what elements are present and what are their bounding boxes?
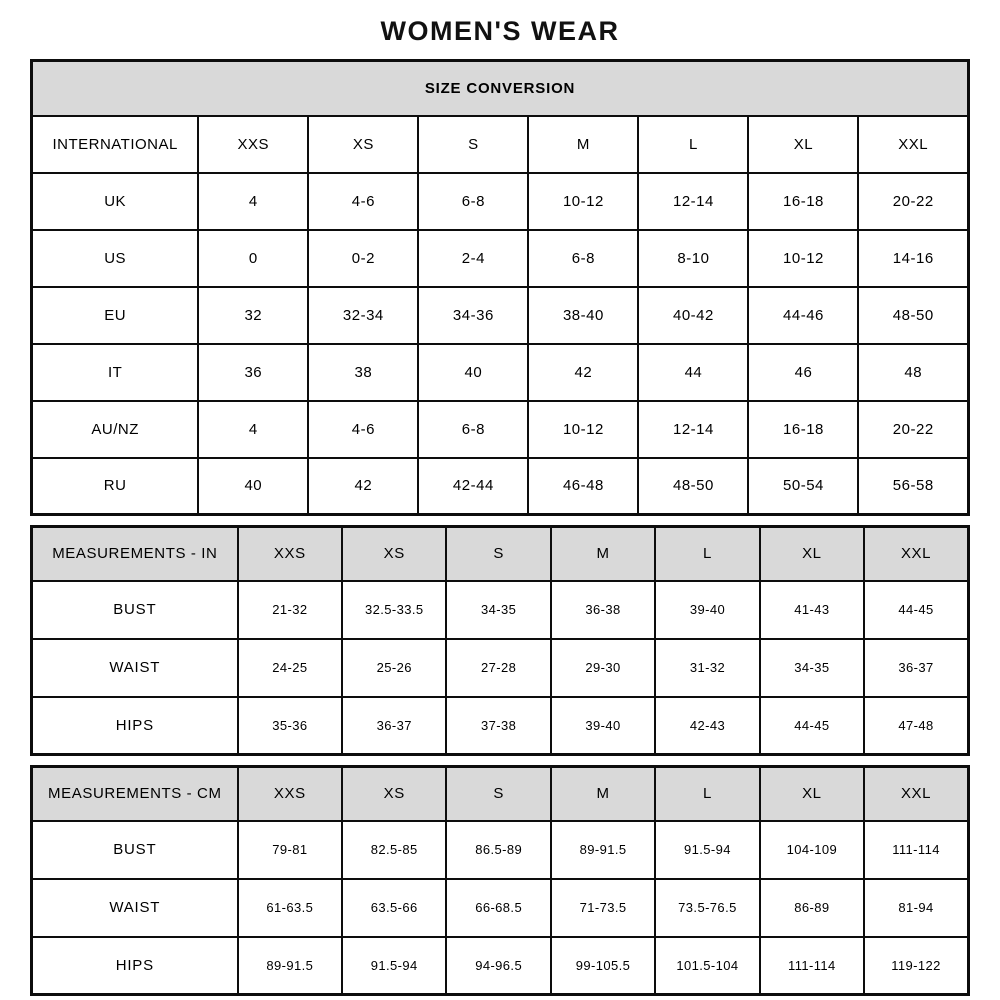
column-header-xs: XS — [342, 767, 446, 821]
size-cell-it-s: 40 — [418, 344, 528, 401]
column-header-s: S — [418, 116, 528, 173]
size-cell-us-xl: 10-12 — [748, 230, 858, 287]
column-header-l: L — [655, 767, 759, 821]
size-cell-ru-xxs: 40 — [198, 458, 308, 515]
page-title: WOMEN'S WEAR — [380, 16, 620, 46]
size-cell-hips-xl: 44-45 — [760, 697, 864, 755]
size-cell-waist-s: 66-68.5 — [446, 879, 550, 937]
size-cell-au-nz-m: 10-12 — [528, 401, 638, 458]
size-cell-hips-xxl: 47-48 — [864, 697, 968, 755]
size-cell-waist-s: 27-28 — [446, 639, 550, 697]
row-label-au-nz: AU/NZ — [32, 401, 199, 458]
row-label-hips: HIPS — [32, 697, 238, 755]
header-row — [32, 116, 969, 173]
size-cell-bust-m: 89-91.5 — [551, 821, 655, 879]
column-header-xl: XL — [748, 116, 858, 173]
column-header-xxl: XXL — [858, 116, 968, 173]
size-cell-hips-s: 94-96.5 — [446, 937, 550, 995]
size-cell-waist-l: 31-32 — [655, 639, 759, 697]
size-cell-us-xxs: 0 — [198, 230, 308, 287]
size-cell-eu-xs: 32-34 — [308, 287, 418, 344]
size-cell-ru-l: 48-50 — [638, 458, 748, 515]
row-label-eu: EU — [32, 287, 199, 344]
row-label-bust: BUST — [32, 821, 238, 879]
size-cell-ru-xxl: 56-58 — [858, 458, 968, 515]
size-cell-waist-l: 73.5-76.5 — [655, 879, 759, 937]
size-cell-eu-m: 38-40 — [528, 287, 638, 344]
size-cell-hips-l: 42-43 — [655, 697, 759, 755]
size-cell-waist-m: 29-30 — [551, 639, 655, 697]
column-header-xxs: XXS — [198, 116, 308, 173]
row-label-waist: WAIST — [32, 639, 238, 697]
size-cell-bust-xl: 41-43 — [760, 581, 864, 639]
measurements-in-table — [30, 525, 970, 756]
row-label-waist: WAIST — [32, 879, 238, 937]
size-cell-bust-xs: 32.5-33.5 — [342, 581, 446, 639]
size-cell-eu-xxl: 48-50 — [858, 287, 968, 344]
row-label-ru: RU — [32, 458, 199, 515]
size-cell-uk-xxl: 20-22 — [858, 173, 968, 230]
header-row — [32, 767, 969, 821]
size-cell-bust-xxs: 79-81 — [238, 821, 342, 879]
column-header-xs: XS — [342, 527, 446, 581]
table-row-it — [32, 344, 969, 401]
size-cell-bust-xxs: 21-32 — [238, 581, 342, 639]
size-cell-waist-xxs: 24-25 — [238, 639, 342, 697]
column-header-m: M — [551, 767, 655, 821]
table-row-hips — [32, 697, 969, 755]
size-cell-hips-m: 39-40 — [551, 697, 655, 755]
size-cell-it-xs: 38 — [308, 344, 418, 401]
size-cell-eu-s: 34-36 — [418, 287, 528, 344]
size-cell-bust-l: 39-40 — [655, 581, 759, 639]
size-cell-uk-xs: 4-6 — [308, 173, 418, 230]
table-row-uk — [32, 173, 969, 230]
column-header-measurements-in: MEASUREMENTS - IN — [32, 527, 238, 581]
column-header-xs: XS — [308, 116, 418, 173]
size-cell-waist-xl: 86-89 — [760, 879, 864, 937]
size-cell-bust-s: 86.5-89 — [446, 821, 550, 879]
size-cell-uk-xl: 16-18 — [748, 173, 858, 230]
column-header-s: S — [446, 767, 550, 821]
size-cell-us-xs: 0-2 — [308, 230, 418, 287]
column-header-l: L — [655, 527, 759, 581]
size-cell-us-l: 8-10 — [638, 230, 748, 287]
table-row-bust — [32, 581, 969, 639]
size-cell-us-s: 2-4 — [418, 230, 528, 287]
size-cell-uk-l: 12-14 — [638, 173, 748, 230]
column-header-xl: XL — [760, 767, 864, 821]
row-label-us: US — [32, 230, 199, 287]
size-conversion-table — [30, 59, 970, 516]
size-cell-bust-xxl: 44-45 — [864, 581, 968, 639]
size-cell-bust-xl: 104-109 — [760, 821, 864, 879]
size-cell-it-xxl: 48 — [858, 344, 968, 401]
size-cell-hips-l: 101.5-104 — [655, 937, 759, 995]
column-header-international: INTERNATIONAL — [32, 116, 199, 173]
size-cell-hips-m: 99-105.5 — [551, 937, 655, 995]
table-row-eu — [32, 287, 969, 344]
column-header-xxl: XXL — [864, 767, 968, 821]
size-cell-hips-xxs: 35-36 — [238, 697, 342, 755]
size-cell-us-m: 6-8 — [528, 230, 638, 287]
size-cell-au-nz-xl: 16-18 — [748, 401, 858, 458]
column-header-xxs: XXS — [238, 767, 342, 821]
size-cell-ru-s: 42-44 — [418, 458, 528, 515]
table-title-size-conversion: SIZE CONVERSION — [32, 61, 969, 116]
column-header-xl: XL — [760, 527, 864, 581]
size-cell-waist-xl: 34-35 — [760, 639, 864, 697]
table-row-hips — [32, 937, 969, 995]
size-cell-bust-l: 91.5-94 — [655, 821, 759, 879]
size-cell-it-xxs: 36 — [198, 344, 308, 401]
table-row-waist — [32, 879, 969, 937]
size-cell-it-xl: 46 — [748, 344, 858, 401]
size-cell-bust-xxl: 111-114 — [864, 821, 968, 879]
size-cell-us-xxl: 14-16 — [858, 230, 968, 287]
table-row-us — [32, 230, 969, 287]
size-cell-hips-xs: 36-37 — [342, 697, 446, 755]
size-cell-au-nz-xs: 4-6 — [308, 401, 418, 458]
column-header-xxs: XXS — [238, 527, 342, 581]
table-row-au-nz — [32, 401, 969, 458]
size-cell-hips-s: 37-38 — [446, 697, 550, 755]
size-cell-eu-xl: 44-46 — [748, 287, 858, 344]
column-header-s: S — [446, 527, 550, 581]
size-cell-uk-s: 6-8 — [418, 173, 528, 230]
size-cell-waist-xs: 25-26 — [342, 639, 446, 697]
size-cell-uk-m: 10-12 — [528, 173, 638, 230]
size-cell-au-nz-l: 12-14 — [638, 401, 748, 458]
size-cell-hips-xl: 111-114 — [760, 937, 864, 995]
size-cell-au-nz-xxl: 20-22 — [858, 401, 968, 458]
size-cell-hips-xxs: 89-91.5 — [238, 937, 342, 995]
size-cell-bust-s: 34-35 — [446, 581, 550, 639]
size-cell-it-m: 42 — [528, 344, 638, 401]
size-cell-hips-xs: 91.5-94 — [342, 937, 446, 995]
size-cell-waist-xs: 63.5-66 — [342, 879, 446, 937]
column-header-m: M — [528, 116, 638, 173]
size-cell-waist-m: 71-73.5 — [551, 879, 655, 937]
size-cell-au-nz-s: 6-8 — [418, 401, 528, 458]
size-cell-eu-l: 40-42 — [638, 287, 748, 344]
size-cell-waist-xxl: 36-37 — [864, 639, 968, 697]
row-label-bust: BUST — [32, 581, 238, 639]
column-header-m: M — [551, 527, 655, 581]
size-cell-waist-xxl: 81-94 — [864, 879, 968, 937]
row-label-hips: HIPS — [32, 937, 238, 995]
size-cell-it-l: 44 — [638, 344, 748, 401]
measurements-cm-table — [30, 765, 970, 996]
size-cell-uk-xxs: 4 — [198, 173, 308, 230]
column-header-xxl: XXL — [864, 527, 968, 581]
size-cell-ru-m: 46-48 — [528, 458, 638, 515]
column-header-measurements-cm: MEASUREMENTS - CM — [32, 767, 238, 821]
size-cell-bust-xs: 82.5-85 — [342, 821, 446, 879]
size-cell-eu-xxs: 32 — [198, 287, 308, 344]
table-row-bust — [32, 821, 969, 879]
size-cell-au-nz-xxs: 4 — [198, 401, 308, 458]
table-row-waist — [32, 639, 969, 697]
size-cell-bust-m: 36-38 — [551, 581, 655, 639]
row-label-it: IT — [32, 344, 199, 401]
column-header-l: L — [638, 116, 748, 173]
size-cell-ru-xs: 42 — [308, 458, 418, 515]
size-cell-ru-xl: 50-54 — [748, 458, 858, 515]
row-label-uk: UK — [32, 173, 199, 230]
header-row — [32, 527, 969, 581]
size-cell-hips-xxl: 119-122 — [864, 937, 968, 995]
size-cell-waist-xxs: 61-63.5 — [238, 879, 342, 937]
table-row-ru — [32, 458, 969, 515]
